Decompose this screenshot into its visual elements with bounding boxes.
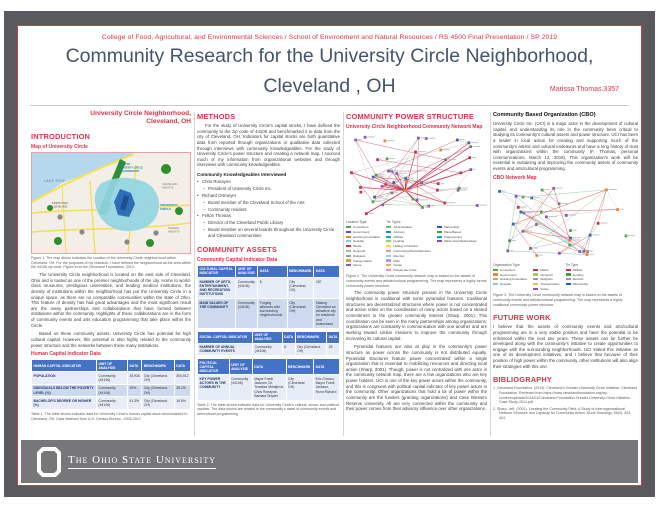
legend-label: Government	[500, 272, 517, 277]
legend-swatch-icon	[437, 226, 442, 228]
legend-label: Holiday CircleFest	[393, 244, 418, 249]
table-cell: 35.2%	[174, 384, 190, 397]
legend-swatch-icon	[386, 236, 391, 238]
legend-label: Consortium	[500, 267, 516, 272]
legend-label: Religious	[540, 277, 553, 282]
legend-swatch-icon	[533, 273, 538, 275]
column-divider	[194, 112, 195, 436]
table-cell: City (Cleveland, OH)	[142, 384, 174, 397]
network-legend	[346, 220, 487, 273]
legend-swatch-icon	[346, 255, 351, 257]
table-cell: Community (44106)	[236, 299, 258, 329]
table-cell: INDIVIDUALS BELOW THE POVERTY LEVEL (%)	[32, 384, 97, 397]
introduction-heading: INTRODUCTION	[31, 132, 91, 142]
legend-swatch-icon	[437, 236, 442, 238]
legend-swatch-icon	[493, 283, 498, 285]
legend-item	[533, 277, 559, 281]
cbo-network-figure	[493, 183, 638, 308]
table-header-cell: DATA	[282, 331, 295, 343]
knowledgeables-heading: Community Knowledgeables Interviewed	[197, 172, 287, 178]
table-row	[198, 375, 340, 400]
cbo-network-map-heading: CBO Network Map	[493, 174, 537, 181]
capital-indicator-subheading: Community Capital Indicator Data	[197, 256, 278, 263]
legend-item	[533, 273, 559, 277]
map-label-greater-2: UNIVERSITY CIRCLE	[118, 166, 143, 170]
intro-paragraph-1: The University Circle neighborhood is located on the east side of Cleveland, Ohio and is touted as one of the premier neighborhoods of the city. Home to world-class museums, prestigious universities, and leading medical institutions, the density of institutions within the neighborhood has put the University Circle in a unique space, as there are no comparable communities within the state of Ohio. This feature of density has had great advantages and the most significant result are the many partnerships and collaborations that have formed between institutions within the community. Highlights of these collaborations are in the form of community events and arts education programming that take place within the Circle.	[31, 271, 191, 328]
legend-swatch-icon	[386, 240, 391, 242]
legend-label: Religious	[353, 253, 366, 258]
legend-swatch-icon	[493, 269, 498, 271]
table-cell: NUMBER OF ANNUAL COMMUNITY EVENTS	[198, 343, 253, 356]
list-item: • Chris Ronayne	[197, 179, 340, 185]
legend-label: Affiliate	[572, 267, 583, 272]
community-network-figure	[346, 132, 487, 288]
table-header-cell: DATA	[252, 359, 286, 375]
legend-swatch-icon	[386, 231, 391, 233]
table-header-cell: HUMAN CAPITAL INDICATOR	[32, 360, 97, 372]
legend-swatch-icon	[533, 278, 538, 280]
column-cbo-future	[493, 110, 638, 438]
table-cell: Community (44106)	[253, 343, 283, 356]
table-header-cell: BENCHMARK	[286, 359, 313, 375]
table-row	[32, 397, 191, 410]
table-cell: KEY POWER ACTORS IN THE COMMUNITY	[198, 375, 230, 400]
table-header-cell: DATA	[127, 360, 141, 372]
table-header-cell: CULTURAL CAPITAL INDICATOR	[198, 265, 236, 277]
legend-swatch-icon	[386, 245, 391, 247]
legend-item	[386, 268, 431, 272]
table-cell: Community (44106)	[97, 384, 128, 397]
network-map-subheading: University Circle Neighborhood Community Network Map	[346, 124, 483, 130]
legend-label: Administrative	[393, 225, 413, 229]
legend-label: Transportation	[353, 258, 373, 263]
legend-swatch-icon	[386, 269, 391, 271]
list-item: – Board member on several boards throughout the University Circle and Cleveland communities	[197, 227, 340, 239]
table-cell: Making Cleveland an attractive city for residents and businesses	[314, 299, 340, 329]
legend-label: Media	[540, 267, 549, 272]
column-introduction	[31, 110, 191, 438]
methods-paragraph: For the study of University Circle's capital stocks, I have defined the community to the zip code of 44106 and benchmarked it to data from the city of Cleveland, OH. Indicators for capital stocks are both quantitative data from reported through organizations or qualitative data collected through interviews with community knowledgeables. For the study of University Circle's power structure and creating a network map, I sourced much of my information from organizational websites and through interviews with community knowledgeables.	[197, 123, 340, 168]
legend-label: Hospital	[500, 282, 511, 287]
legend-label: Venue	[353, 263, 362, 268]
viewer-background	[4, 11, 655, 497]
table-cell: 6	[282, 343, 295, 356]
political-capital-table	[197, 358, 340, 400]
university-circle-map-figure	[31, 152, 191, 270]
table-header-cell: BENCHMARK	[295, 331, 326, 343]
legend-label: Granting Foundation	[500, 277, 528, 282]
list-item: – Board member of the Cleveland School of the Arts	[197, 200, 340, 206]
table1-caption: Table 1. The table shows indicator data for University Circle's human capital stock benchmarked to Cleveland, OH. Data obtained from U.S. Census Bureau , 2005-2017.	[31, 411, 188, 421]
table-cell: City (Cleveland, OH)	[286, 375, 313, 400]
table-row	[32, 384, 191, 397]
figure1-caption: Figure 1. The map above indicates the location of the University Circle neighborhood within Cleveland, OH. For the purposes of my research, I have defined the neighborhood as the area within the 44106 zip code. Figure from the Cleveland Foundation, 2013.	[31, 255, 191, 270]
legend-item	[386, 239, 431, 243]
table-cell: City (Cleveland, OH)	[142, 372, 174, 385]
column-divider	[343, 112, 344, 436]
legend-item	[386, 254, 431, 258]
legend-swatch-icon	[493, 273, 498, 275]
legend-swatch-icon	[346, 240, 351, 242]
legend-label: Owner	[393, 263, 403, 268]
table-header-cell: UNIT OF ANALYSIS	[97, 360, 128, 372]
legend-label: Place-Based	[443, 229, 461, 234]
table-header-cell: BENCHMARK	[142, 360, 174, 372]
legend-item	[346, 249, 380, 253]
legend-swatch-icon	[386, 250, 391, 252]
table-cell: 6	[258, 278, 287, 299]
legend-item	[566, 282, 588, 286]
table-cell: 28	[327, 343, 340, 356]
cbo-network-map	[493, 183, 638, 261]
legend-item	[386, 225, 431, 229]
legend-swatch-icon	[386, 255, 391, 257]
legend-item	[346, 263, 380, 267]
table-cell: City (Cleveland, OH)	[287, 299, 314, 329]
legend-swatch-icon	[346, 231, 351, 233]
list-item: – Director of the Cleveland Public Library	[197, 220, 340, 226]
legend-item	[386, 249, 431, 253]
cbo-heading: Community Based Organization (CBO)	[493, 112, 596, 118]
legend-item	[493, 282, 527, 286]
legend-item	[533, 268, 559, 272]
legend-item	[493, 268, 527, 272]
legend-swatch-icon	[346, 259, 351, 261]
cultural-capital-table	[197, 265, 340, 329]
column-divider	[490, 112, 491, 436]
table-header-cell: BENCHMARK	[287, 265, 314, 277]
legend-swatch-icon	[566, 283, 571, 285]
power-paragraph-2: Pyramidal features are also at play in the community's power structure as power across the community is not distributed equally. Pyramidal structures feature power concentrated within a single organization that is essential to mobilizing resources and directing local action (Sharp, 2001). Though, power is not centralized with one actor in the community network map, there are a few organizations who are key power holders. UCI is one of the key power actors within the community, and this is congruent with political capital indicator of key power actors in the community. Other organizations that hold a lot of power within the community are the funders (granting organizations) and Case Western Reserve University. All are very connected within the community and their power comes from their advisory influence over other organizations.	[346, 344, 487, 412]
table-cell: Forging alliances with surrounding neighborhoods	[258, 299, 287, 329]
legend-item	[437, 235, 477, 239]
table-header-cell: UNIT OF ANALYSIS	[253, 331, 283, 343]
reference-item: 1. Cleveland Foundation. (2013). Cleveland's Greater University Circle Initiative. Cleveland Foundation. Retrieved from https://www.clevelandfoundation.org/wp-content/uploads/2014/01/Cleveland-Foundation-Greater-University-Circle-Initiative-Case-Study-2014.pdf	[493, 386, 638, 405]
legend-item	[566, 268, 588, 272]
legend-item	[346, 244, 380, 248]
legend-item	[437, 225, 477, 229]
table2-caption: Table 2. The table shows indicator data for University Circle's cultural, social, and political capitals. The data shown are related to the community's asset of community events and arts/cultural programming.	[197, 402, 339, 416]
bibliography-heading: BIBLIOGRAPHY	[493, 375, 553, 385]
figure2-caption: Figure 2. The University Circle community network map is based on the assets of community events and artistic/cultural programming. The map represents a highly formal community power structure.	[346, 274, 487, 288]
table-cell: City (Cleveland, OH)	[295, 343, 326, 356]
table-row	[198, 299, 340, 329]
poster-title-line1: Community Research for the University Circle Neighborhood,	[65, 45, 594, 67]
community-assets-heading: COMMUNITY ASSETS	[197, 244, 277, 254]
list-item: – Community resident	[197, 207, 340, 213]
legend-label: Hospital	[353, 239, 364, 244]
legend-item	[533, 287, 559, 291]
legend-item	[346, 254, 380, 258]
legend-label: Consortium	[353, 225, 369, 229]
map-label-cleveland-heights-2: HEIGHTS	[162, 186, 174, 190]
legend-swatch-icon	[386, 226, 391, 228]
power-structure-heading: COMMUNITY POWER STRUCTURE	[346, 112, 475, 121]
legend-label: Multi	[393, 258, 400, 263]
table-row	[32, 372, 191, 385]
legend-item	[346, 230, 380, 234]
map-label-downtown-2: CLEVELAND	[52, 205, 68, 209]
legend-title: Organization Type	[493, 262, 520, 267]
table-cell: NUMBER OF ARTS, ENTERTAINMENT, AND RECREATION INSTITUTIONS	[198, 278, 236, 299]
map-label-university-circle-2: CIRCLE	[160, 207, 172, 212]
table-cell: Community (44106)	[229, 375, 252, 400]
table-cell: 41.3%	[127, 397, 141, 410]
table-cell: 39%	[127, 384, 141, 397]
map-label-shaker-heights-1: SHAKER	[168, 227, 179, 231]
footer-band	[21, 440, 638, 483]
list-item: – President of University Circle Inc.	[197, 186, 340, 192]
table-cell: MAIN VALUES OF THE COMMUNITY	[198, 299, 236, 329]
table-header-cell: DATA	[327, 331, 340, 343]
legend-title: Tie Type	[565, 262, 579, 267]
map-label-university-circle-1: UNIVERSITY	[160, 203, 179, 208]
list-item: • Felton Thomas	[197, 213, 340, 219]
legend-item	[566, 277, 588, 281]
legend-title: Tie Types	[386, 220, 401, 224]
map-label-cleveland-heights-1: CLEVELAND	[162, 183, 178, 187]
list-item: • Richard Ortmeyer	[197, 193, 340, 199]
column-methods-assets	[197, 110, 340, 438]
column-power-structure	[346, 110, 487, 438]
methods-heading: METHODS	[197, 112, 236, 121]
table-cell: Community (44106)	[97, 397, 128, 410]
osu-wordmark: The Ohio State University	[68, 455, 216, 469]
legend-label: Funding	[393, 239, 405, 244]
legend-item	[386, 244, 431, 248]
legend-label: Interlocking Board Members	[393, 248, 431, 253]
table-header-cell: UNIT OF ANALYSIS	[229, 359, 252, 375]
table-header-cell: DATA	[314, 265, 340, 277]
legend-swatch-icon	[346, 226, 351, 228]
table-cell: City (Cleveland, OH)	[142, 397, 174, 410]
legend-item	[386, 230, 431, 234]
legend-swatch-icon	[346, 236, 351, 238]
legend-item	[386, 263, 431, 267]
header-divider	[30, 105, 629, 106]
poster-page	[17, 25, 642, 486]
legend-item	[493, 273, 527, 277]
neighborhood-title: University Circle Neighborhood, Cleveland, OH	[90, 110, 191, 126]
table-header-cell: POLITICAL CAPITAL INDICATOR	[198, 359, 230, 375]
legend-label: Affiliate	[393, 234, 404, 239]
future-work-heading: FUTURE WORK	[493, 313, 551, 323]
human-capital-table	[31, 359, 191, 410]
map-label-shaker-heights-2: HEIGHTS	[168, 230, 180, 234]
poster-title-line2: Cleveland , OH	[263, 75, 396, 97]
table-cell: Community (44106)	[97, 372, 128, 385]
legend-label: Member	[393, 253, 405, 258]
table-cell: City (Cleveland, OH)	[287, 278, 314, 299]
table-cell: Mayor Frank Jackson, Dr. Tomislav Mihaljevic, Chris Ronayne, Barbara Snyder	[252, 375, 286, 400]
table-header-cell: DATA	[258, 265, 287, 277]
power-paragraph-1: The community power structure present in the University Circle neighborhood is coalitional with some pyramidal features. Coalitional structures are decentralized structures where power is not concentrated and action relies on the coordination of many actors based on a shared commitment to the greater community interest (Sharp, 2001). This coordination can be seen in the many partnerships among organizations; organizations are constantly in communication with one another and are working toward similar missions to improve the community through increasing its cultural capital.	[346, 290, 487, 341]
legend-item	[346, 259, 380, 263]
legend-label: Programming	[443, 234, 462, 239]
legend-label: Wade Oval Wednesdays	[443, 239, 477, 244]
legend-swatch-icon	[533, 283, 538, 285]
legend-label: Granting Foundation	[353, 234, 381, 239]
legend-label: Media	[353, 244, 362, 249]
table-header-cell: DATA	[314, 359, 340, 375]
department-line: College of Food, Agricultural, and Environmental Sciences / School of Environment and Natural Resources / RS 4500 Final Presentation / SP 2019	[101, 34, 558, 41]
social-capital-table	[197, 331, 340, 357]
table-cell: Community (44106)	[236, 278, 258, 299]
legend-swatch-icon	[566, 273, 571, 275]
legend-swatch-icon	[437, 240, 442, 242]
legend-item	[346, 239, 380, 243]
legend-title: Location Type	[346, 220, 367, 224]
legend-label: Transportation	[540, 282, 560, 287]
legend-item	[386, 235, 431, 239]
future-work-paragraph: I believe that the assets of community events and arts/cultural programming are in a very stable position and have the potential to be enhanced within the next two years. These assets can be further be developed along with the community's initiative to create opportunities to engage with the surrounding neighborhoods. UCI stated this initiative as one of its development initiatives, and I believe that because of their position of high power within the community, other institutions will also align their strategies with this one.	[493, 324, 638, 369]
map-label-downtown-1: DOWNTOWN	[52, 202, 69, 206]
legend-item	[437, 239, 477, 243]
intro-paragraph-2: Based on these community assets, University Circle has potential for high cultural capital. However, this potential is also highly related to the community power structure and the networks between these many institutions.	[31, 331, 191, 348]
legend-item	[346, 225, 380, 229]
map-label-lake-erie: LAKE ERIE	[44, 179, 66, 184]
legend-label: Nonprofit	[540, 272, 553, 277]
legend-swatch-icon	[346, 250, 351, 252]
community-network-map	[346, 132, 487, 218]
cleveland-map	[31, 152, 191, 254]
reference-item: 2. Sharp, Jeff. (2001). Locating the Community Field: A Study of Interorganizational Network Structure and Capacity for Community Action. Rural Sociology, 66(3), 403-424.	[493, 406, 632, 420]
legend-swatch-icon	[346, 245, 351, 247]
legend-swatch-icon	[533, 288, 538, 290]
table-header-cell: SOCIAL CAPITAL INDICATOR	[198, 331, 253, 343]
table-cell: POPULATION	[32, 372, 97, 385]
table-header-cell: UNIT OF ANALYSIS	[236, 265, 258, 277]
legend-label: Member	[572, 277, 584, 282]
legend-label: Venue	[540, 286, 549, 291]
map-label-greater-3: NEIGHBORHOOD	[118, 170, 139, 174]
author-name: Marissa Thomas.3357	[549, 86, 619, 93]
knowledgeables-list	[197, 179, 340, 239]
legend-swatch-icon	[493, 278, 498, 280]
legend-item	[386, 259, 431, 263]
legend-item	[437, 230, 477, 234]
legend-swatch-icon	[437, 231, 442, 233]
legend-label: Advisory	[393, 229, 405, 234]
figure3-caption: Figure 3. The University Circle community network map is based on the assets of community events and artistic/cultural programming. The map represents a highly coalitional community power structure.	[493, 293, 623, 307]
table-cell: 25,936	[127, 372, 141, 385]
legend-swatch-icon	[346, 264, 351, 266]
osu-logo	[37, 447, 216, 477]
table-cell: 187	[314, 278, 340, 299]
legend-label: Government	[353, 229, 370, 234]
legend-swatch-icon	[386, 264, 391, 266]
legend-label: Nonprofit	[353, 248, 366, 253]
table-cell: 390,912	[174, 372, 190, 385]
legend-swatch-icon	[386, 259, 391, 261]
table-row	[198, 343, 340, 356]
legend-swatch-icon	[533, 269, 538, 271]
cbo-paragraph: University Circle Inc. (UCI) is a major actor in the development of cultural capital, and understanding its role in the community been critical to studying its community's cultural assets and power structure. UCI has been a leader in local action for creating and supporting much of the community's artistic and cultural endeavors and have a long history of trust with organizations within the community (F. Thomas, personal communications, March 12, 2019). This organization's work will be essential in sustaining and improving the community assets of community events and arts/cultural programming.	[493, 121, 638, 172]
legend-item	[346, 235, 380, 239]
table-cell: BACHELOR'S DEGREE OR HIGHER (%)	[32, 397, 97, 410]
table-header-cell: DATA	[174, 360, 190, 372]
legend-label: Funding	[572, 272, 584, 277]
table-row	[198, 278, 340, 299]
legend-swatch-icon	[566, 269, 571, 271]
legend-label: Parade the Circle	[393, 268, 417, 273]
legend-swatch-icon	[566, 278, 571, 280]
map-heading: Map of University Circle	[31, 144, 88, 151]
cbo-network-legend	[493, 263, 638, 292]
legend-label: Partnership	[572, 282, 588, 287]
block-o-icon	[37, 447, 61, 477]
table-cell: 16.9%	[174, 397, 190, 410]
legend-item	[533, 282, 559, 286]
legend-item	[493, 277, 527, 281]
table-cell: Eric Gordon, Mayor Frank Jackson, Ronn Richard	[314, 375, 340, 400]
legend-label: Partnership	[443, 225, 460, 229]
map-label-greater-1: GREATER	[118, 163, 131, 167]
human-capital-table-heading: Human Capital Indicator Data	[31, 351, 101, 358]
legend-item	[566, 273, 588, 277]
